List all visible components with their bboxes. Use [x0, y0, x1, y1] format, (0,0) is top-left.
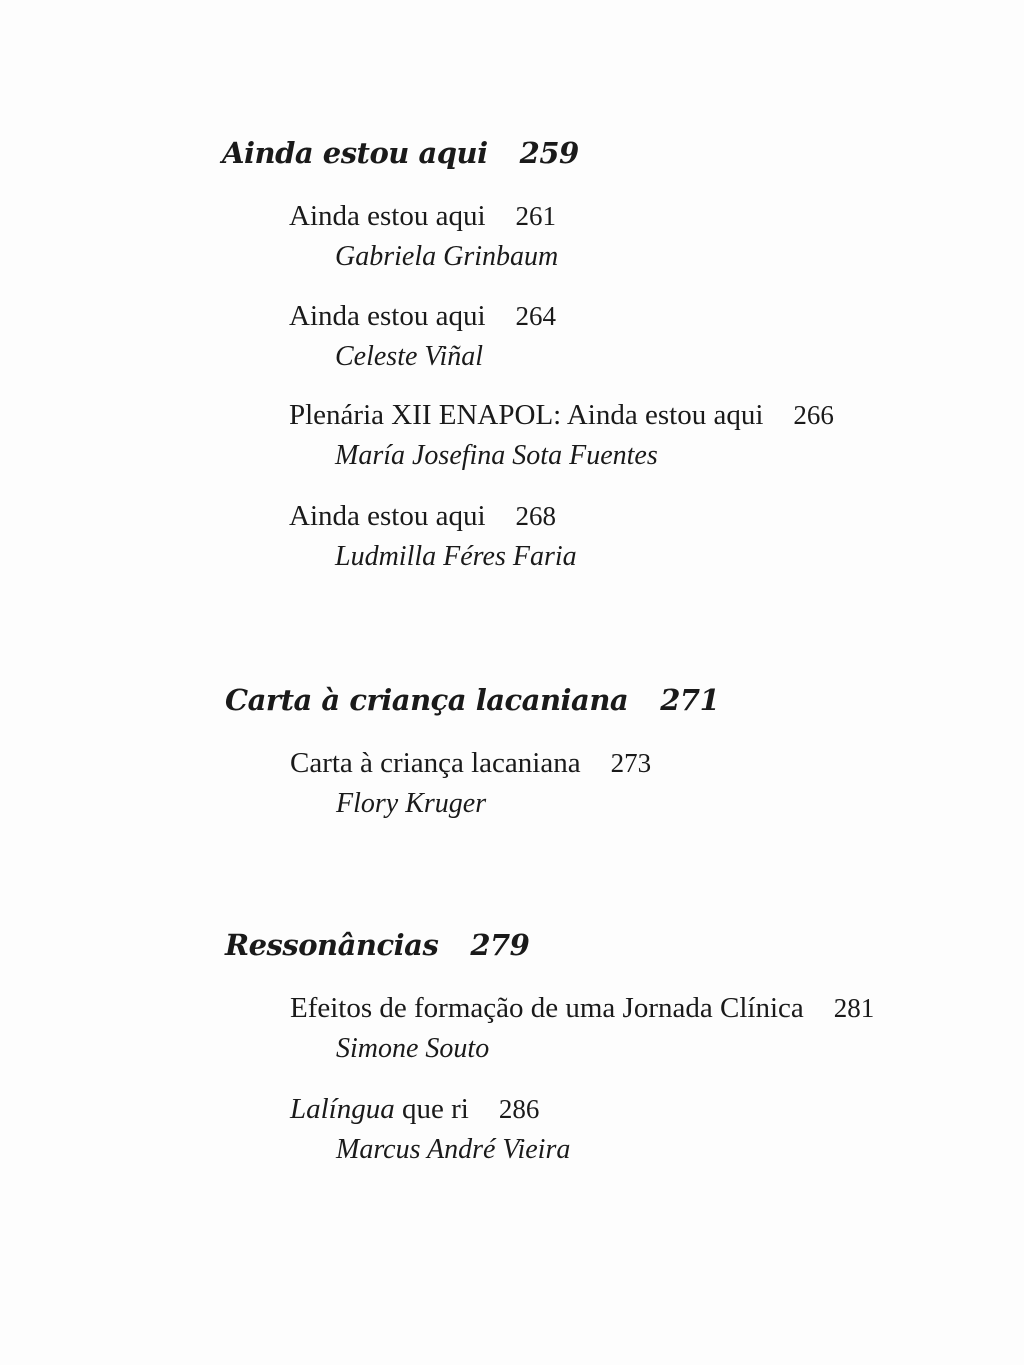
entry-author: Celeste Viñal [335, 341, 483, 372]
entry-title: Ainda estou aqui [289, 200, 486, 232]
entry-title: Efeitos de formação de uma Jornada Clínica [290, 992, 804, 1024]
entry-title: Plenária XII ENAPOL: Ainda estou aqui [289, 399, 764, 431]
entry-title: Carta à criança lacaniana [290, 747, 581, 779]
entry-author: Flory Kruger [336, 788, 487, 819]
toc-entry[interactable] [290, 992, 874, 1065]
section-title: Ressonâncias [225, 928, 439, 962]
entry-page-number: 268 [515, 501, 557, 531]
section-page-number: 271 [660, 683, 720, 717]
entry-author: Ludmilla Féres Faria [335, 541, 577, 572]
entry-title: Ainda estou aqui [289, 300, 486, 332]
entry-author: Gabriela Grinbaum [335, 241, 559, 272]
entry-title-italic: Lalíngua [290, 1093, 395, 1125]
entry-author: María Josefina Sota Fuentes [335, 440, 658, 471]
section-page-number: 259 [519, 136, 579, 170]
section-title: Ainda estou aqui [222, 136, 488, 170]
section-heading [225, 683, 719, 717]
toc-entry[interactable] [289, 399, 834, 472]
entry-page-number: 273 [610, 748, 652, 778]
toc-entry[interactable] [289, 200, 558, 273]
toc-section-3 [225, 928, 529, 962]
entry-title: que ri [394, 1093, 469, 1125]
entry-page-number: 281 [833, 993, 875, 1023]
entry-page-number: 264 [515, 301, 557, 331]
entry-page-number: 261 [515, 201, 557, 231]
section-title: Carta à criança lacaniana [225, 683, 629, 717]
toc-section-1 [222, 136, 579, 170]
toc-entry[interactable] [290, 1093, 570, 1166]
toc-entry[interactable] [290, 747, 651, 820]
entry-author: Simone Souto [336, 1033, 490, 1064]
section-page-number: 279 [470, 928, 530, 962]
section-heading [222, 136, 579, 170]
entry-title: Ainda estou aqui [289, 500, 486, 532]
toc-entry[interactable] [289, 500, 577, 573]
entry-page-number: 286 [498, 1094, 540, 1124]
entry-author: Marcus André Vieira [336, 1134, 571, 1165]
toc-entry[interactable] [289, 300, 556, 373]
entry-page-number: 266 [793, 400, 834, 430]
toc-section-2 [225, 683, 719, 717]
section-heading [225, 928, 529, 962]
